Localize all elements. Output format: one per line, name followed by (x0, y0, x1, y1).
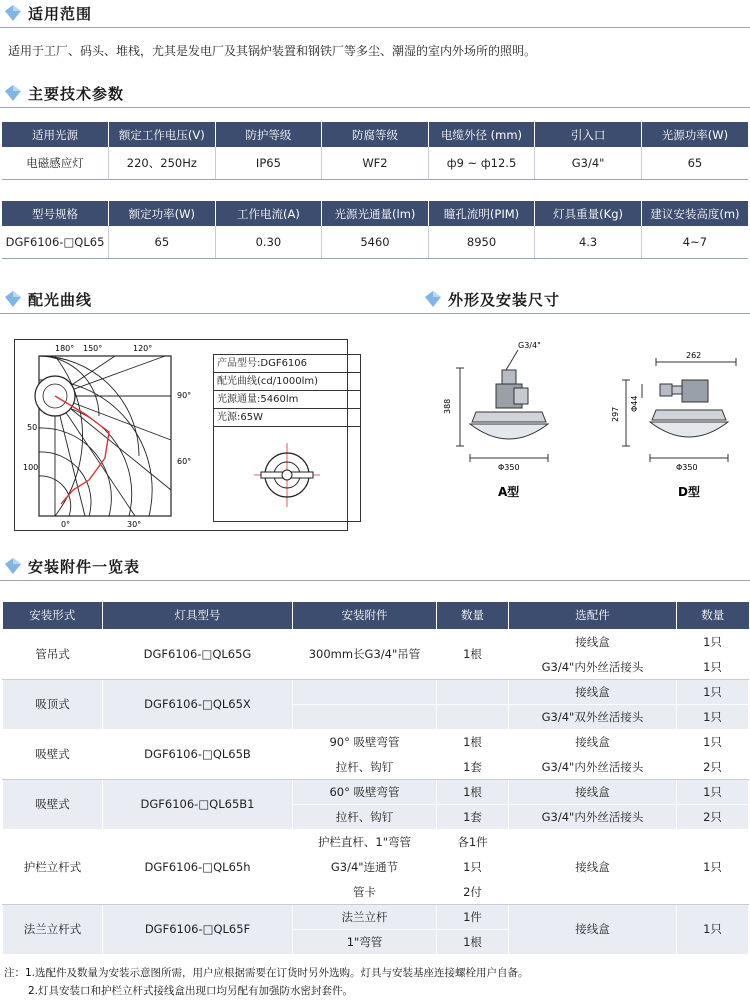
table-cell: 拉杆、钩钉 (293, 804, 437, 829)
table-cell: 吸壁式 (3, 729, 103, 779)
divider (0, 27, 750, 28)
table-cell: G3/4"内外丝活接头 (509, 654, 677, 679)
table-cell (293, 679, 437, 704)
radial-label: 50 (27, 423, 38, 432)
type-label: D型 (678, 485, 700, 499)
table-header: 引入口 (535, 122, 642, 147)
table-cell: 各1件 (437, 829, 509, 854)
table-header: 灯具重量(Kg) (535, 201, 642, 226)
table-cell: 0.30 (215, 226, 322, 258)
info-row: 产品型号:DGF6106 (214, 355, 360, 373)
table-cell: 1只 (677, 729, 749, 754)
info-row: 配光曲线(cd/1000lm) (214, 373, 360, 391)
type-label: A型 (498, 485, 520, 499)
table-header: 安装附件 (293, 602, 437, 629)
table-cell: 4.3 (535, 226, 642, 258)
table-cell: 2只 (677, 804, 749, 829)
table-cell: 1只 (677, 779, 749, 804)
angle-label: 150° (83, 344, 103, 353)
angle-label: 90° (177, 391, 192, 400)
table-header: 防腐等级 (322, 122, 429, 147)
accessory-table (2, 602, 749, 955)
table-cell: 90° 吸壁弯管 (293, 729, 437, 754)
table-cell: 4~7 (641, 226, 748, 258)
table-cell: 1根 (437, 779, 509, 804)
table-cell: 1套 (437, 754, 509, 779)
angle-label: 60° (177, 457, 192, 466)
dim-label: 262 (686, 351, 702, 360)
table-cell: G3/4"内外丝活接头 (509, 754, 677, 779)
table-cell: 1只 (677, 629, 749, 654)
table-cell: IP65 (215, 147, 322, 179)
dim-label: G3/4" (518, 341, 541, 350)
table-cell: 5460 (322, 226, 429, 258)
diamond-icon (4, 84, 22, 102)
section-title: 安装附件一览表 (28, 557, 141, 576)
divider (0, 107, 750, 108)
table-cell: 65 (109, 226, 216, 258)
polar-diagram (15, 340, 211, 532)
section-title: 适用范围 (28, 4, 93, 23)
dim-label: 297 (611, 406, 620, 422)
table-header: 型号规格 (2, 201, 109, 226)
section-head-params (4, 80, 124, 106)
table-header: 防护等级 (215, 122, 322, 147)
table-header: 安装形式 (3, 602, 103, 629)
table-header: 光源功率(W) (641, 122, 748, 147)
table-cell: 护栏立杆式 (3, 829, 103, 904)
table-cell: 管卡 (293, 879, 437, 904)
table-cell: DGF6106-□QL65X (103, 679, 293, 729)
table-cell: 60° 吸壁弯管 (293, 779, 437, 804)
table-cell: DGF6106-□QL65B1 (103, 779, 293, 829)
table-cell (293, 704, 437, 729)
table-header: 数量 (437, 602, 509, 629)
section-head-curve (4, 286, 92, 312)
note-line: 2.灯具安装口和护栏立杆式接线盒出现口均另配有加强防水密封套件。 (28, 985, 354, 997)
table-cell: 1只 (437, 854, 509, 879)
table-cell: 接线盒 (509, 829, 677, 904)
section-title: 配光曲线 (28, 290, 93, 309)
table-cell: WF2 (322, 147, 429, 179)
dimension-drawings (430, 336, 750, 506)
table-cell: 1件 (437, 904, 509, 929)
dim-label: Φ350 (676, 463, 698, 472)
table-cell: 1只 (677, 829, 749, 904)
spec-table-1 (2, 122, 748, 180)
section-head-dims (424, 286, 560, 312)
section-title: 外形及安装尺寸 (448, 290, 561, 309)
angle-label: 0° (61, 520, 71, 529)
diamond-icon (4, 557, 22, 575)
table-cell: 1只 (677, 679, 749, 704)
divider (0, 580, 750, 581)
table-header: 工作电流(A) (215, 201, 322, 226)
divider (0, 313, 750, 314)
table-header: 适用光源 (2, 122, 109, 147)
table-cell: ф9 ~ ф12.5 (428, 147, 535, 179)
diamond-icon (4, 290, 22, 308)
table-header: 建议安装高度(m) (641, 201, 748, 226)
dim-label: Φ350 (498, 463, 520, 472)
section-head-accessories (4, 553, 140, 579)
table-cell: 护栏直杆、1"弯管 (293, 829, 437, 854)
dim-label: Φ44 (630, 395, 639, 412)
angle-label: 120° (133, 344, 153, 353)
table-cell: 1根 (437, 929, 509, 954)
table-cell: 拉杆、钩钉 (293, 754, 437, 779)
section-head-scope (4, 0, 92, 26)
diamond-icon (424, 290, 442, 308)
table-header: 灯具型号 (103, 602, 293, 629)
table-cell: DGF6106-□QL65F (103, 904, 293, 954)
table-cell (437, 704, 509, 729)
table-header: 额定功率(W) (109, 201, 216, 226)
table-cell: 2只 (677, 754, 749, 779)
table-cell (437, 679, 509, 704)
info-row: 光源:65W (214, 409, 360, 427)
table-cell: 1只 (677, 654, 749, 679)
table-header: 额定工作电压(V) (109, 122, 216, 147)
table-header: 选配件 (509, 602, 677, 629)
table-cell: 接线盒 (509, 629, 677, 654)
table-cell: 接线盒 (509, 779, 677, 804)
table-cell: 法兰立杆 (293, 904, 437, 929)
table-cell: G3/4"双外丝活接头 (509, 704, 677, 729)
scope-text: 适用于工厂、码头、堆栈，尤其是发电厂及其锅炉装置和钢铁厂等多尘、潮湿的室内外场所的照明。 (8, 44, 537, 58)
table-cell: 接线盒 (509, 679, 677, 704)
table-cell: 1只 (677, 704, 749, 729)
table-cell: 1根 (437, 729, 509, 754)
table-cell: 8950 (428, 226, 535, 258)
angle-label: 30° (127, 520, 142, 529)
table-cell: 接线盒 (509, 904, 677, 954)
note-line: 注：1.选配件及数量为安装示意图所需，用户应根据需要在订货时另外选购。灯具与安装基座连接螺栓用户自备。 (4, 967, 529, 979)
table-cell: 管吊式 (3, 629, 103, 679)
table-cell: 300mm长G3/4"吊管 (293, 629, 437, 679)
section-title: 主要技术参数 (28, 84, 125, 103)
table-cell: DGF6106-□QL65G (103, 629, 293, 679)
lamp-top-view-icon (214, 429, 360, 519)
diamond-icon (4, 4, 22, 22)
table-cell: 1套 (437, 804, 509, 829)
spec-table-2 (2, 201, 748, 259)
table-cell: 220、250Hz (109, 147, 216, 179)
table-cell: 1只 (677, 904, 749, 954)
table-header: 光源光通量(lm) (322, 201, 429, 226)
table-header: 瞳孔流明(PIM) (428, 201, 535, 226)
table-cell: 接线盒 (509, 729, 677, 754)
notes (4, 964, 529, 1000)
table-cell: G3/4" (535, 147, 642, 179)
table-cell: DGF6106-□QL65h (103, 829, 293, 904)
table-cell: G3/4"连通节 (293, 854, 437, 879)
table-cell: 65 (641, 147, 748, 179)
table-cell: 吸顶式 (3, 679, 103, 729)
table-cell: 吸壁式 (3, 779, 103, 829)
angle-label: 180° (55, 344, 75, 353)
table-header: 数量 (677, 602, 749, 629)
info-row: 光源通量:5460lm (214, 391, 360, 409)
curve-info-box (213, 354, 361, 522)
table-cell: 电磁感应灯 (2, 147, 109, 179)
light-distribution-panel (14, 339, 348, 531)
table-cell: 1根 (437, 629, 509, 679)
table-cell: 1"弯管 (293, 929, 437, 954)
dim-label: 388 (443, 398, 452, 414)
table-cell: DGF6106-□QL65B (103, 729, 293, 779)
radial-label: 100 (23, 463, 39, 472)
table-cell: 法兰立杆式 (3, 904, 103, 954)
table-cell: DGF6106-□QL65 (2, 226, 109, 258)
table-cell: G3/4"内外丝活接头 (509, 804, 677, 829)
table-header: 电缆外径 (mm) (428, 122, 535, 147)
table-cell: 2付 (437, 879, 509, 904)
